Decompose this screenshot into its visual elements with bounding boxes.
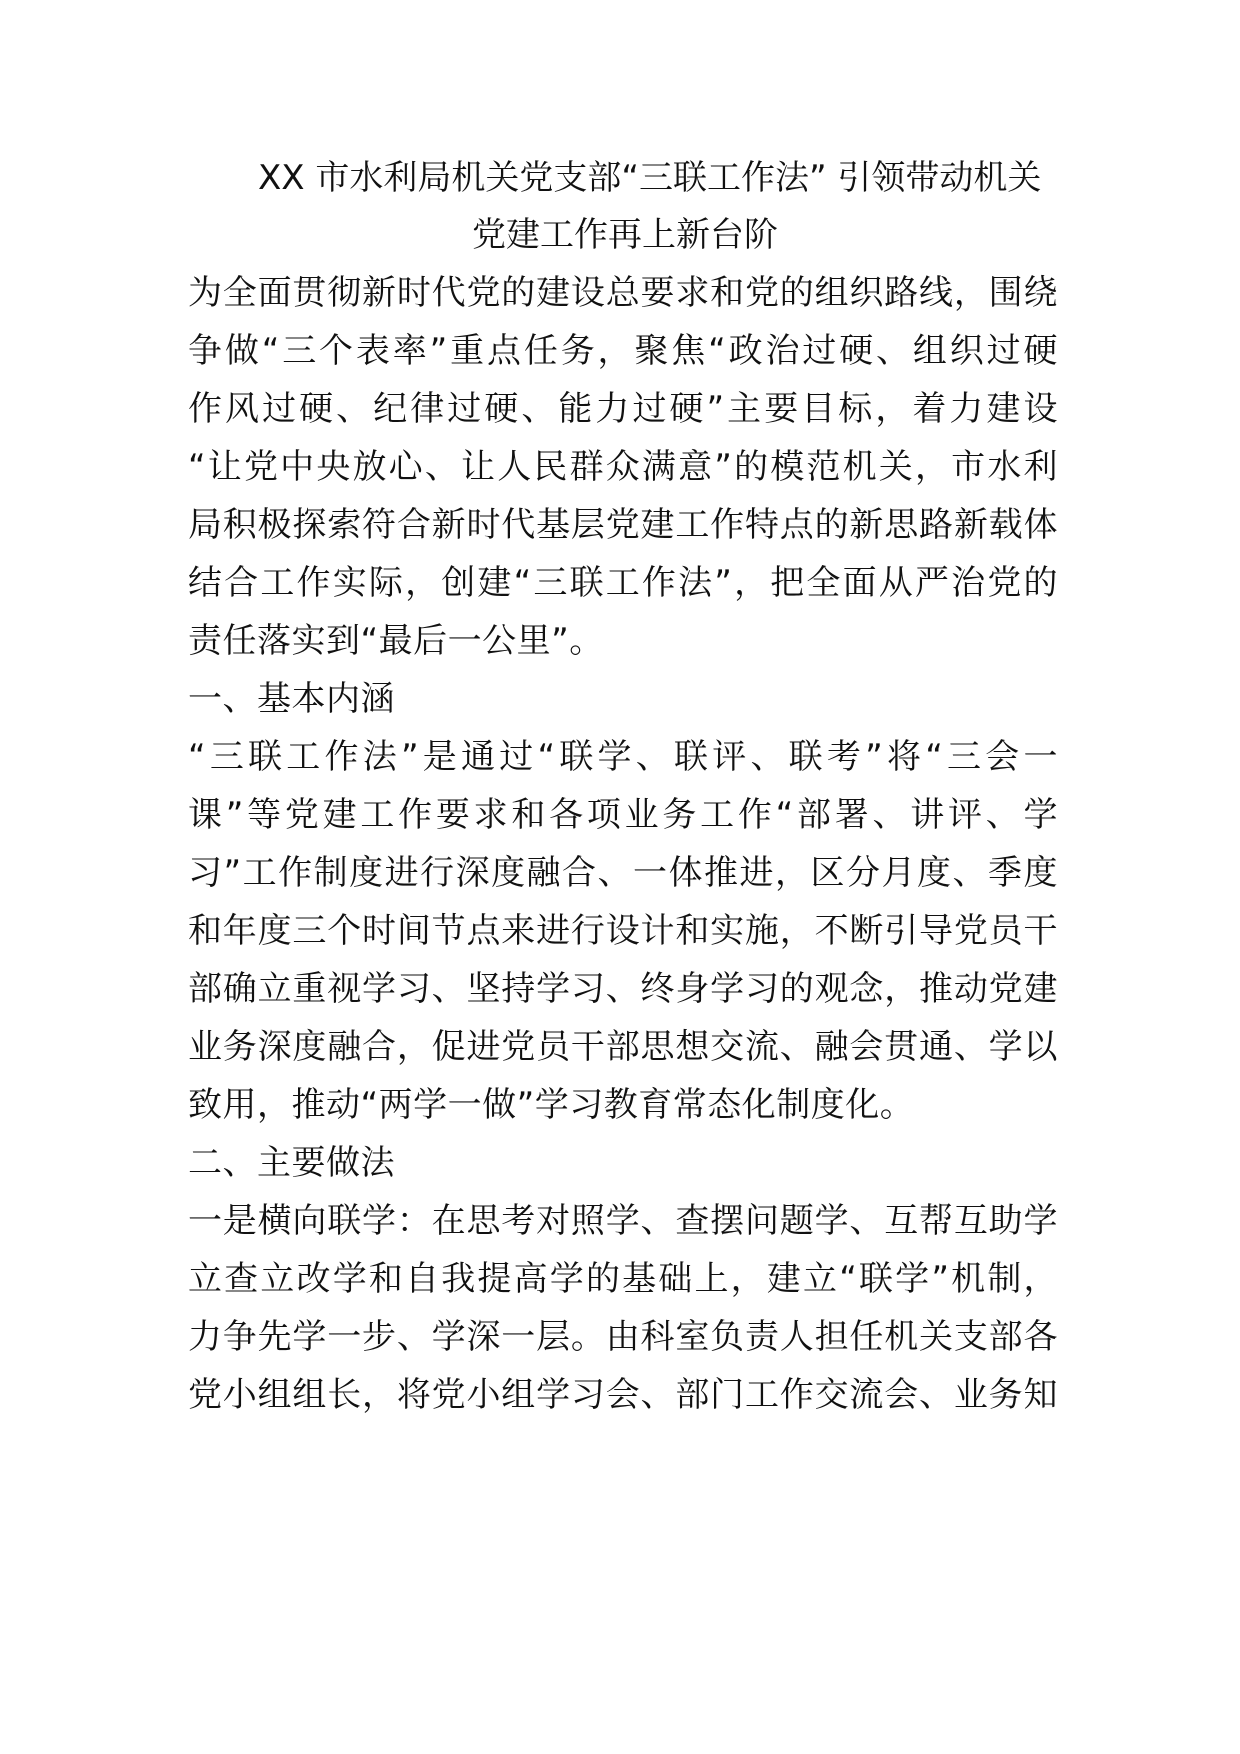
section2-line: 力争先学一步、学深一层。由科室负责人担任机关支部各 xyxy=(188,1317,1058,1357)
intro-line: 争做“三个表率”重点任务，聚焦“政治过硬、组织过硬 xyxy=(188,331,1058,371)
section1-line: 和年度三个时间节点来进行设计和实施，不断引导党员干 xyxy=(188,911,1058,951)
section1-line: 部确立重视学习、坚持学习、终身学习的观念，推动党建 xyxy=(188,969,1058,1009)
section-heading-basic-connotation: 一、基本内涵 xyxy=(188,679,395,719)
intro-line: 局积极探索符合新时代基层党建工作特点的新思路新载体 xyxy=(188,505,1058,545)
intro-line: 结合工作实际，创建“三联工作法”，把全面从严治党的 xyxy=(188,563,1058,603)
section-heading-main-practices: 二、主要做法 xyxy=(188,1143,395,1183)
section1-line: 习”工作制度进行深度融合、一体推进，区分月度、季度 xyxy=(188,853,1058,893)
section2-line: 一是横向联学：在思考对照学、查摆问题学、互帮互助学 xyxy=(188,1201,1058,1241)
intro-line: 作风过硬、纪律过硬、能力过硬”主要目标，着力建设 xyxy=(188,389,1058,429)
section1-line: 致用，推动“两学一做”学习教育常态化制度化。 xyxy=(188,1085,915,1125)
section1-line: “三联工作法”是通过“联学、联评、联考”将“三会一 xyxy=(188,737,1058,777)
section2-line: 立查立改学和自我提高学的基础上，建立“联学”机制， xyxy=(188,1259,1058,1299)
section2-line: 党小组组长，将党小组学习会、部门工作交流会、业务知 xyxy=(188,1375,1058,1415)
document-title-line-1: XX 市水利局机关党支部“三联工作法” 引领带动机关 xyxy=(258,158,1042,198)
section1-line: 课”等党建工作要求和各项业务工作“部署、讲评、学 xyxy=(188,795,1058,835)
intro-line: 责任落实到“最后一公里”。 xyxy=(188,621,604,661)
document-title-line-2: 党建工作再上新台阶 xyxy=(472,215,778,255)
section1-line: 业务深度融合，促进党员干部思想交流、融会贯通、学以 xyxy=(188,1027,1058,1067)
intro-line: 为全面贯彻新时代党的建设总要求和党的组织路线，围绕 xyxy=(188,273,1058,313)
intro-line: “让党中央放心、让人民群众满意”的模范机关，市水利 xyxy=(188,447,1058,487)
